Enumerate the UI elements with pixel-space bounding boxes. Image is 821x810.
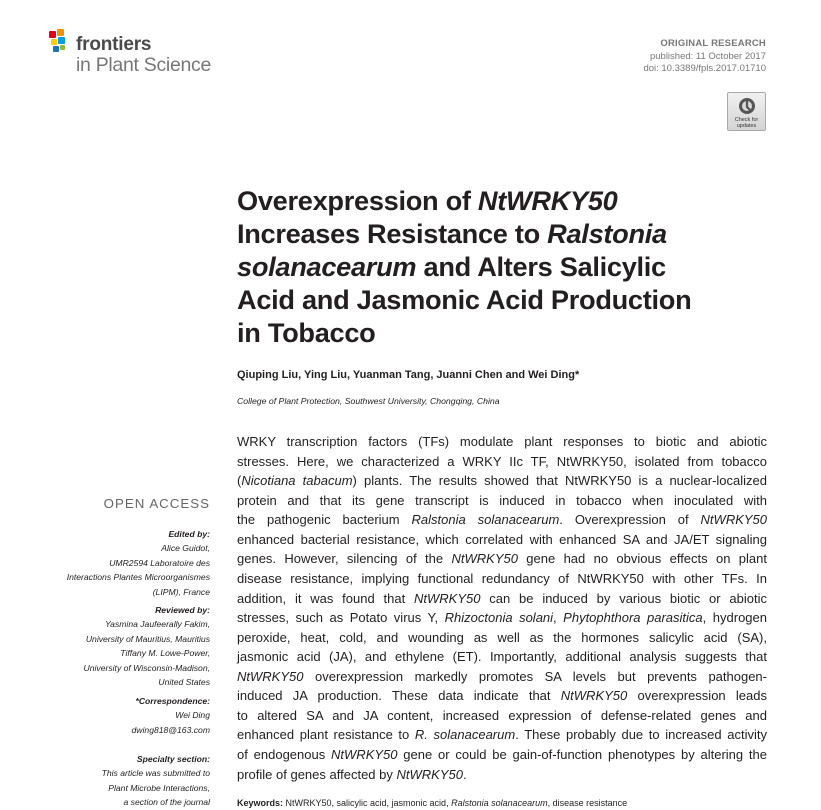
- abstract-line: to altered SA and JA content, increased expression of defense-related genes and: [237, 707, 767, 723]
- abstract-line: NtWRKY50 overexpression markedly promotes SA levels but prevents pathogen-: [237, 668, 767, 684]
- keywords: [237, 798, 627, 808]
- check-for-updates-icon: [738, 97, 756, 115]
- keywords-species: Ralstonia solanacearum: [451, 798, 548, 808]
- correspondence-name: Wei Ding: [175, 710, 210, 720]
- reviewer-line: Yasmina Jaufeerally Fakim,: [105, 619, 210, 629]
- reviewer-line: United States: [158, 677, 210, 687]
- title-species-epithet: solanacearum: [237, 251, 417, 282]
- abstract-line: peroxide, heat, cold, and wounding as well as the hormones salicylic acid (SA),: [237, 629, 767, 645]
- abstract-italic-term: NtWRKY50: [237, 668, 304, 684]
- abstract-line: (Nicotiana tabacum) plants. The results showed that NtWRKY50 is a nuclear-localized: [237, 473, 767, 489]
- edited-by-label: Edited by:: [168, 529, 210, 539]
- abstract-line: the pathogenic bacterium Ralstonia solanacearum. Overexpression of NtWRKY50: [237, 512, 768, 528]
- reviewer-line: University of Mauritius, Mauritius: [85, 633, 210, 644]
- reviewer-line: University of Wisconsin-Madison,: [83, 662, 210, 673]
- specialty-line: This article was submitted to: [101, 768, 210, 778]
- abstract-line: WRKY transcription factors (TFs) modulate plant responses to biotic and abiotic: [237, 434, 767, 449]
- check-for-updates-badge[interactable]: [727, 92, 766, 131]
- abstract-italic-term: Rhizoctonia solani: [444, 610, 554, 626]
- abstract-italic-term: NtWRKY50: [396, 766, 463, 782]
- abstract-italic-term: Ralstonia solanacearum: [411, 512, 560, 528]
- article-title: [237, 184, 797, 349]
- abstract-line: induced JA production. These data indicate that NtWRKY50 overexpression leads: [237, 688, 767, 704]
- editor-line: UMR2594 Laboratoire des: [109, 557, 210, 568]
- affiliation: College of Plant Protection, Southwest University, Chongqing, China: [237, 396, 500, 406]
- abstract-italic-term: NtWRKY50: [414, 590, 481, 606]
- abstract-line: stresses, such as Potato virus Y, Rhizoctonia solani, Phytophthora parasitica, hydrogen: [237, 610, 767, 626]
- journal-logo-frontiers: frontiers: [76, 34, 152, 55]
- abstract-italic-term: Phytophthora parasitica: [563, 610, 703, 626]
- abstract-line: jasmonic acid (JA), and ethylene (ET). Importantly, additional analysis suggests that: [237, 649, 767, 665]
- abstract-line: of endogenous NtWRKY50 gene or could be gain-of-function phenotypes by altering the: [237, 747, 768, 762]
- logo-square-blue: [58, 37, 65, 44]
- correspondence-email[interactable]: dwing818@163.com: [131, 724, 210, 735]
- title-species-genus: Ralstonia: [547, 218, 667, 249]
- title-text: and Alters Salicylic: [416, 251, 666, 282]
- specialty-line: a section of the journal: [123, 797, 210, 807]
- abstract-line: profile of genes affected by NtWRKY50.: [237, 766, 467, 782]
- editor-line: Alice Guidot,: [161, 543, 210, 553]
- logo-square-yellow: [51, 39, 57, 45]
- reviewer-line: Tiffany M. Lowe-Power,: [120, 648, 210, 658]
- specialty-section-label: Specialty section:: [136, 754, 210, 764]
- specialty-line: Plant Microbe Interactions,: [108, 782, 210, 793]
- abstract-italic-term: NtWRKY50: [331, 747, 398, 762]
- reviewed-by-label: Reviewed by:: [155, 605, 210, 615]
- correspondence-label: *Correspondence:: [135, 696, 210, 706]
- abstract-italic-term: R. solanacearum: [414, 727, 516, 743]
- article-type: ORIGINAL RESEARCH: [660, 38, 766, 49]
- logo-square-orange: [57, 29, 64, 36]
- logo-square-green: [60, 45, 65, 50]
- abstract-italic-term: NtWRKY50: [560, 688, 628, 704]
- title-text: Overexpression of: [237, 185, 478, 216]
- frontiers-logo-icon: [48, 29, 74, 55]
- abstract-line: disease resistance, implying functional redundancy of NtWRKY50 with other TFs. In: [237, 570, 767, 586]
- abstract-italic-term: Nicotiana tabacum: [241, 473, 353, 489]
- check-for-updates-label: Check for updates: [734, 117, 759, 129]
- keywords-label: Keywords:: [237, 798, 284, 808]
- abstract-line: protein and that its gene transcript is induced in tobacco when inoculated with: [237, 492, 767, 508]
- editor-line: Interactions Plantes Microorganismes: [66, 572, 210, 582]
- logo-square-red: [49, 31, 56, 38]
- abstract-line: enhanced bacterial resistance, which correlated with enhanced SA and JA/ET signaling: [237, 531, 767, 547]
- published-date: published: 11 October 2017: [649, 51, 766, 62]
- abstract-italic-term: NtWRKY50: [700, 512, 768, 528]
- keywords-text: , disease resistance: [547, 798, 628, 808]
- open-access-label: OPEN ACCESS: [103, 496, 210, 511]
- editor-line: (LIPM), France: [152, 586, 210, 597]
- abstract-line: addition, it was found that NtWRKY50 can be induced by various biotic or abiotic: [237, 590, 767, 606]
- title-gene-name: NtWRKY50: [477, 185, 618, 216]
- keywords-text: NtWRKY50, salicylic acid, jasmonic acid,: [283, 798, 452, 808]
- title-text: in Tobacco: [237, 317, 376, 348]
- abstract-italic-term: NtWRKY50: [451, 551, 518, 567]
- logo-square-darkblue: [53, 46, 59, 52]
- title-text: Acid and Jasmonic Acid Production: [237, 284, 692, 315]
- abstract-line: genes. However, silencing of the NtWRKY50 gene had no obvious effects on plant: [237, 551, 768, 567]
- journal-logo-name: in Plant Science: [76, 54, 212, 76]
- doi-link[interactable]: doi: 10.3389/fpls.2017.01710: [643, 63, 766, 74]
- title-text: Increases Resistance to: [237, 218, 548, 249]
- abstract-line: enhanced plant resistance to R. solanacearum. These probably due to increased activity: [237, 727, 767, 743]
- author-list: Qiuping Liu, Ying Liu, Yuanman Tang, Juanni Chen and Wei Ding*: [237, 369, 580, 381]
- abstract-line: stresses. Here, we characterized a WRKY IIc TF, NtWRKY50, isolated from tobacco: [237, 453, 767, 469]
- abstract: [237, 432, 767, 784]
